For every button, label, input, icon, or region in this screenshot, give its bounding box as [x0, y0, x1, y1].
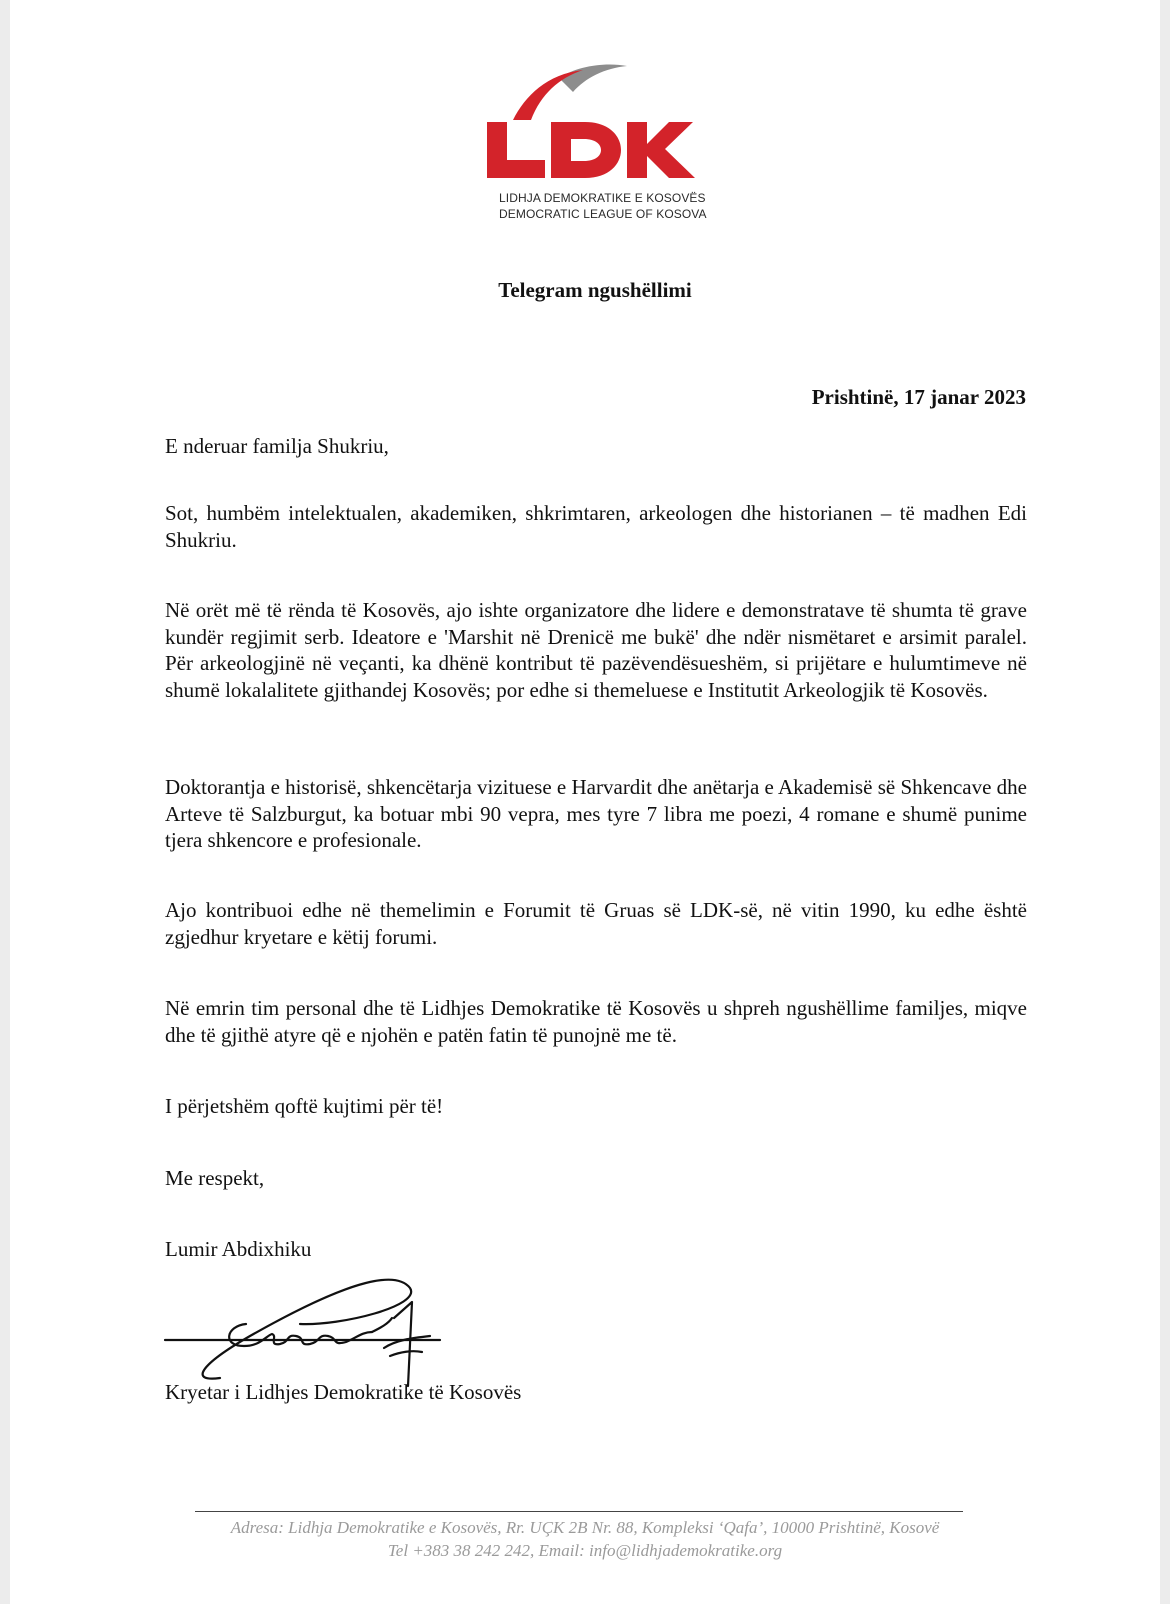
paragraph-3: Doktorantja e historisë, shkencëtarja vizituese e Harvardit dhe anëtarja e Akademisë së Shkencave dhe Arteve të Salzburgut, ka botuar mbi 90 vepra, mes tyre 7 libra me poezi, 4 romane e shumë punime tjera shkencore e profesionale.	[165, 775, 1027, 852]
logo-swoosh-gray	[559, 65, 627, 93]
footer-address: Adresa: Lidhja Demokratike e Kosovës, Rr. UÇK 2B Nr. 88, Kompleksi ‘Qafa’, 10000 Prishtinë, Kosovë	[230, 1518, 940, 1537]
document-date: Prishtinë, 17 janar 2023	[811, 385, 1026, 409]
paragraph-2: Në orët më të rënda të Kosovës, ajo ishte organizatore dhe lidere e demonstratave të shumta të grave kundër regjimit serb. Ideatore e 'Marshit në Drenicë me bukë' dhe ndër nismëtaret e arsimit paralel. Për arkeologjinë në veçanti, ka dhënë kontribut të pazëvendësueshëm, si prijëtare e hulumtimeve në shumë lokalalitete gjithandej Kosovës; por edhe si themeluese e Institutit Arkeologjik të Kosovës.	[165, 598, 1027, 702]
logo-letter-k	[627, 122, 695, 178]
paragraph-4: Ajo kontribuoi edhe në themelimin e Forumit të Gruas së LDK-së, në vitin 1990, ku edhe është zgjedhur kryetare e këtij forumi.	[165, 898, 1027, 949]
footer-contact: Tel +383 38 242 242, Email: info@lidhjademokratike.org	[387, 1541, 783, 1560]
paragraph-1: Sot, humbëm intelektualen, akademiken, shkrimtaren, arkeologen dhe historianen – të madhen Edi Shukriu.	[165, 501, 1027, 552]
logo-letter-l	[487, 122, 545, 178]
signer-title: Kryetar i Lidhjes Demokratike të Kosovës	[165, 1380, 522, 1404]
document-title: Telegram ngushëllimi	[498, 278, 692, 302]
signer-name: Lumir Abdixhiku	[165, 1237, 312, 1261]
salutation: E nderuar familja Shukriu,	[165, 434, 389, 458]
footer-divider	[195, 1511, 963, 1512]
logo-letter-d	[551, 122, 621, 178]
paragraph-5: Në emrin tim personal dhe të Lidhjes Demokratike të Kosovës u shpreh ngushëllime familjes, miqve dhe të gjithë atyre që e njohën e patën fatin të punojnë me të.	[165, 996, 1027, 1047]
logo-subtitle-english: DEMOCRATIC LEAGUE OF KOSOVA	[499, 207, 707, 221]
logo-subtitle	[499, 190, 707, 222]
logo-subtitle-albanian: LIDHJA DEMOKRATIKE E KOSOVËS	[499, 191, 706, 205]
paragraph-6: I përjetshëm qoftë kujtimi për të!	[165, 1094, 444, 1118]
closing: Me respekt,	[165, 1166, 265, 1190]
